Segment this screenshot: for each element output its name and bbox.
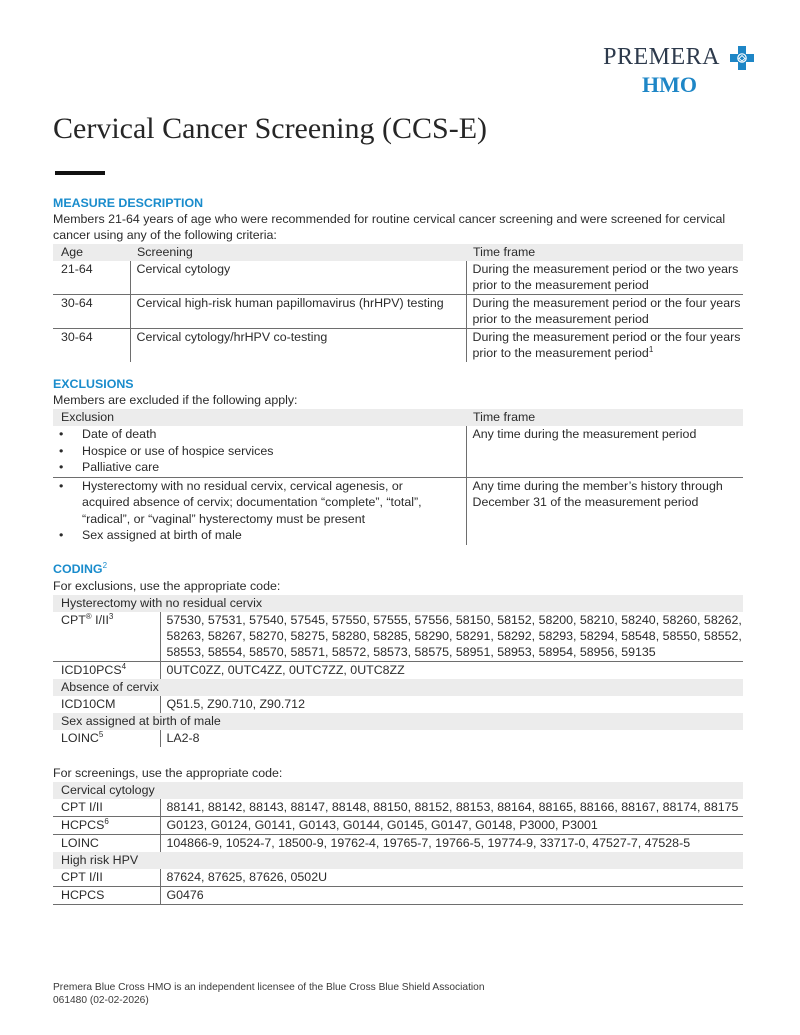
screening-cell: Cervical cytology/hrHPV co-testing	[130, 329, 466, 363]
table-row	[53, 730, 743, 747]
header-timeframe: Time frame	[466, 244, 743, 261]
list-item: • Palliative care	[53, 459, 466, 476]
code-system-cell: HCPCS	[53, 886, 160, 904]
exclusion-list-cell	[53, 477, 466, 545]
measure-intro: Members 21-64 years of age who were recommended for routine cervical cancer screening and were screened for cervical cancer using any of the following criteria:	[53, 212, 726, 242]
table-row	[53, 261, 743, 295]
coding-heading-text: CODING	[53, 561, 103, 576]
exclusion-list	[53, 478, 444, 544]
timeframe-cell	[466, 329, 743, 363]
exclusions-table	[53, 409, 743, 545]
timeframe-cell: During the measurement period or the four years prior to the measurement period	[466, 295, 743, 329]
header-screening: Screening	[130, 244, 466, 261]
timeframe-cell: During the measurement period or the two years prior to the measurement period	[466, 261, 743, 295]
age-cell: 30-64	[53, 295, 130, 329]
code-system-cell: LOINC$^5$	[61, 729, 104, 745]
measure-heading: MEASURE DESCRIPTION	[53, 196, 204, 210]
exclusions-table-header	[53, 409, 743, 426]
codes-cell: 104866-9, 10524-7, 18500-9, 19762-4, 19765-7, 19766-5, 19774-9, 33717-0, 47527-7, 47528-5	[160, 834, 743, 852]
page-title: Cervical Cancer Screening (CCS-E)	[53, 112, 488, 145]
code-system-cell: ICD10CM	[61, 696, 116, 711]
age-cell: 21-64	[53, 261, 130, 295]
exclusions-heading: EXCLUSIONS	[53, 377, 134, 391]
code-system-cell: HCPCS$^6$	[53, 816, 160, 834]
table-row	[53, 886, 743, 904]
table-row	[53, 329, 743, 363]
codes-cell: G0123, G0124, G0141, G0143, G0144, G0145, G0147, G0148, P3000, P3001	[160, 816, 743, 834]
timeframe-text: During the measurement period or the four years prior to the measurement period	[472, 330, 741, 360]
page-footer	[53, 981, 485, 1007]
coding-exclusions-intro: For exclusions, use the appropriate code:	[53, 578, 281, 593]
codes-cell: LA2-8	[160, 730, 743, 747]
table-row	[53, 696, 743, 713]
timeframe-cell: Any time during the member’s history through December 31 of the measurement period	[466, 477, 743, 545]
logo-hmo-text: HMO	[642, 72, 697, 97]
list-item: • Hysterectomy with no residual cervix, cervical agenesis, or acquired absence of cervix; documentation “complete”, “total”, “radical”, or “vaginal” hysterectomy must be present	[53, 478, 444, 528]
coding-heading	[53, 561, 743, 577]
coding-screenings-intro: For screenings, use the appropriate code:	[53, 765, 283, 780]
header-timeframe: Time frame	[466, 409, 743, 426]
code-group-header: Cervical cytology	[53, 782, 743, 799]
screening-cell: Cervical high-risk human papillomavirus (hrHPV) testing	[130, 295, 466, 329]
main-content	[53, 195, 743, 905]
exclusion-list	[53, 426, 466, 476]
table-row	[53, 834, 743, 852]
code-group-header: Absence of cervix	[53, 679, 743, 696]
logo-brand-text: PREMERA	[603, 44, 720, 70]
blue-cross-icon	[730, 46, 754, 70]
list-item: • Date of death	[53, 426, 466, 443]
coding-screenings-table	[53, 782, 743, 905]
table-row	[53, 477, 743, 545]
table-row	[53, 612, 743, 662]
codes-cell: 57530, 57531, 57540, 57545, 57550, 57555, 57556, 58150, 58152, 58200, 58210, 58240, 58260, 58262, 58263, 58267, 58270, 58275, 58280, 58285, 58290, 58291, 58292, 58293, 58294, 58548, 58550, 58552, 58553, 58554, 58570, 58571, 58572, 58573, 58575, 58951, 58953, 58954, 58956, 59135	[160, 612, 743, 662]
code-group-header: Sex assigned at birth of male	[53, 713, 743, 730]
code-system-cell: LOINC	[61, 835, 99, 850]
exclusion-list-cell	[53, 426, 466, 477]
table-row	[53, 295, 743, 329]
code-system-cell: CPT I/II	[53, 869, 160, 887]
table-row	[53, 426, 743, 477]
table-row	[53, 799, 743, 817]
measure-table	[53, 244, 743, 362]
codes-cell: 0UTC0ZZ, 0UTC4ZZ, 0UTC7ZZ, 0UTC8ZZ	[160, 661, 743, 679]
exclusions-intro: Members are excluded if the following apply:	[53, 393, 298, 407]
coding-exclusions-table	[53, 595, 743, 747]
timeframe-cell: Any time during the measurement period	[466, 426, 743, 477]
codes-cell: G0476	[160, 886, 743, 904]
footer-license-text: Premera Blue Cross HMO is an independent licensee of the Blue Cross Blue Shield Association	[53, 982, 485, 993]
header-exclusion: Exclusion	[53, 409, 466, 426]
footnote-ref: 1	[648, 344, 654, 354]
footer-doc-number: 061480 (02-02-2026)	[53, 995, 149, 1006]
code-system-cell: CPT I/II	[53, 799, 160, 817]
table-row	[53, 661, 743, 679]
list-item: • Hospice or use of hospice services	[53, 443, 466, 460]
screening-cell: Cervical cytology	[130, 261, 466, 295]
header-age: Age	[53, 244, 130, 261]
age-cell: 30-64	[61, 330, 93, 344]
code-group-header: Hysterectomy with no residual cervix	[53, 595, 743, 612]
footnote-ref: 2	[102, 560, 108, 570]
table-row	[53, 869, 743, 887]
measure-table-header	[53, 244, 743, 261]
codes-cell: 87624, 87625, 87626, 0502U	[160, 869, 743, 887]
table-row	[53, 816, 743, 834]
codes-cell: Q51.5, Z90.710, Z90.712	[160, 696, 743, 713]
title-underline	[55, 171, 105, 175]
list-item: • Sex assigned at birth of male	[53, 527, 444, 544]
codes-cell: 88141, 88142, 88143, 88147, 88148, 88150, 88152, 88153, 88164, 88165, 88166, 88167, 88174, 88175	[160, 799, 743, 817]
code-system-cell: CPT® $I/II^3$	[53, 612, 160, 662]
premera-hmo-logo	[594, 44, 754, 96]
code-group-header: High risk HPV	[53, 852, 743, 869]
code-system-cell: ICD10PCS$^4$	[61, 661, 127, 677]
